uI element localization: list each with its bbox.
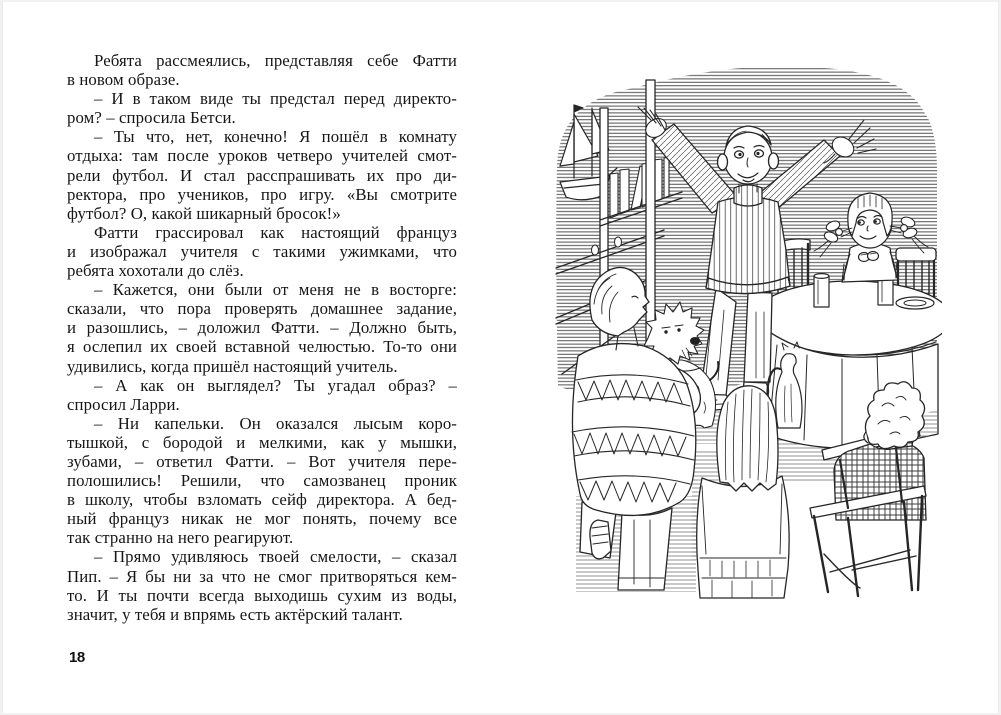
text-line: рели футбол. И стал расспрашивать их про ди- <box>67 165 457 185</box>
text-line: – А как он выглядел? Ты угадал образ? – <box>94 375 457 395</box>
text-line: значит, у тебя и впрямь есть актёрский талант. <box>67 604 403 624</box>
paragraph <box>67 89 457 127</box>
text-line: – Ты что, нет, конечно! Я пошёл в комнату <box>94 127 457 147</box>
text-line: я ослепил их своей вставной челюстью. То-то они <box>67 337 457 357</box>
text-line: Фатти грассировал как настоящий француз <box>94 222 457 242</box>
text-line: полошились! Решили, что самозванец проник <box>67 471 457 491</box>
text-line: и разошлись, – доложил Фатти. – Должно быть, <box>67 318 457 338</box>
page-number: 18 <box>69 649 85 666</box>
shoe-sole <box>590 520 611 559</box>
text-line: тышкой, с бородой и мелкими, как у мышки, <box>67 432 457 452</box>
text-line: в новом образе. <box>67 70 180 90</box>
paragraph <box>67 223 457 280</box>
text-line: в школу, чтобы взломать сейф директора. А бед- <box>67 490 457 510</box>
text-line: удивились, когда пришёл настоящий учитель. <box>67 356 398 376</box>
text-line: – Кажется, они были от меня не в восторге: <box>94 280 457 300</box>
text-line: – Ни капельки. Он оказался лысым коро- <box>94 413 457 433</box>
plate <box>896 297 934 309</box>
text-line: Пип. – Я бы ни за что не смог притворяться кем- <box>67 566 457 586</box>
text-line: футбол? О, какой шикарный бросок!» <box>67 203 341 223</box>
text-line: ректора, про учеников, про игру. «Вы смотрите <box>67 184 457 204</box>
text-line: – И в таком виде ты предстал перед директо- <box>94 89 457 109</box>
text-line: спросил Ларри. <box>67 394 180 414</box>
text-line: зубами, – ответил Фатти. – Вот учителя пере- <box>67 451 457 471</box>
paragraph <box>67 376 457 414</box>
text-line: отдыха: там после уроков четверо учителей смот- <box>67 146 457 166</box>
text-line: ребята хохотали до слёз. <box>67 261 244 281</box>
text-line: – Прямо удивляюсь твоей смелости, – сказал <box>94 547 457 567</box>
paragraph <box>67 51 457 89</box>
paragraph <box>67 414 457 548</box>
paragraph <box>67 547 457 623</box>
text-line: ром? – спросила Бетси. <box>67 108 236 128</box>
text-line: Ребята рассмеялись, представляя себе Фатти <box>94 51 457 70</box>
text-line: сказали, что пора проверять домашнее задание, <box>67 299 457 319</box>
text-line: и изображал учителя с такими ужимками, что <box>67 241 457 261</box>
paragraph <box>67 280 457 375</box>
text-line: так странно на него реагируют. <box>67 528 294 548</box>
text-column <box>67 51 457 624</box>
text-line: то. И ты почти всегда выходишь сухим из воды, <box>67 585 457 605</box>
story-illustration <box>552 50 942 650</box>
text-line: ный француз никак не мог понять, почему все <box>67 509 457 529</box>
paragraph <box>67 127 457 222</box>
